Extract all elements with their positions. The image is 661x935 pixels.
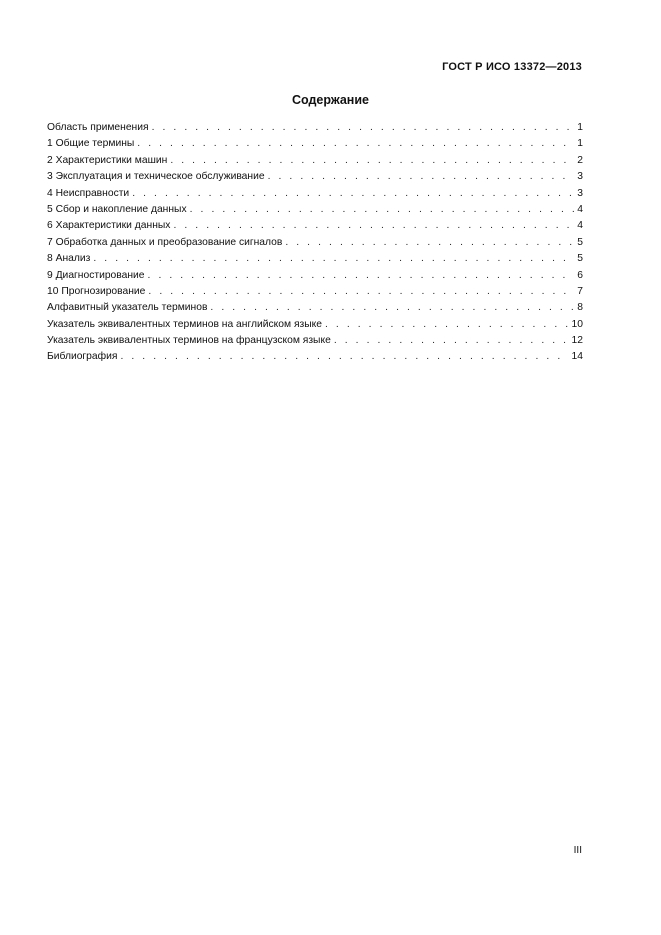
toc-entry[interactable] [47, 268, 583, 284]
toc-entry-label: 9 Диагностирование [47, 269, 145, 281]
toc-entry-label: 1 Общие термины [47, 138, 135, 150]
toc-leader-dots [190, 202, 575, 218]
toc-entry[interactable] [47, 202, 583, 218]
toc-entry-page: 2 [577, 154, 583, 166]
toc-leader-dots [285, 235, 574, 251]
toc-leader-dots [210, 300, 574, 316]
toc-entry[interactable] [47, 169, 583, 185]
toc-entry-page: 8 [577, 302, 583, 314]
toc-entry[interactable] [47, 153, 583, 169]
toc-entry-page: 7 [577, 285, 583, 297]
toc-leader-dots [173, 218, 574, 234]
toc-entry-page: 6 [577, 269, 583, 281]
toc-entry-page: 5 [577, 253, 583, 265]
toc-entry-page: 1 [577, 122, 583, 133]
toc-entry-label: 4 Неисправности [47, 187, 130, 199]
toc-entry[interactable] [47, 186, 583, 202]
toc-entry-page: 10 [571, 318, 583, 330]
toc-entry-page: 3 [577, 171, 583, 183]
toc-entry-label: Указатель эквивалентных терминов на английском языке [47, 318, 322, 330]
toc-entry-page: 14 [571, 351, 583, 363]
toc-entry-page: 4 [577, 220, 583, 232]
table-of-contents [47, 120, 583, 366]
toc-entry-label: 2 Характеристики машин [47, 154, 168, 166]
toc-leader-dots [120, 349, 568, 365]
toc-entry[interactable] [47, 333, 583, 349]
toc-entry-label: 3 Эксплуатация и техническое обслуживание [47, 171, 265, 183]
toc-leader-dots [325, 317, 569, 333]
toc-leader-dots [148, 284, 574, 300]
toc-entry[interactable] [47, 120, 583, 136]
toc-entry-label: 10 Прогнозирование [47, 285, 146, 297]
toc-entry[interactable] [47, 349, 583, 365]
toc-leader-dots [268, 169, 575, 185]
toc-entry[interactable] [47, 136, 583, 152]
toc-entry[interactable] [47, 235, 583, 251]
toc-entry-label: 8 Анализ [47, 253, 91, 265]
toc-entry-label: Алфавитный указатель терминов [47, 302, 208, 314]
toc-entry-label: 7 Обработка данных и преобразование сигналов [47, 236, 283, 248]
toc-entry-label: Область применения [47, 122, 149, 133]
toc-leader-dots [148, 268, 575, 284]
toc-entry-page: 3 [577, 187, 583, 199]
toc-entry-label: 5 Сбор и накопление данных [47, 203, 187, 215]
toc-entry-page: 4 [577, 203, 583, 215]
page-number: III [573, 845, 582, 856]
toc-entry-page: 12 [571, 335, 583, 347]
toc-entry-label: Библиография [47, 351, 118, 363]
toc-leader-dots [137, 136, 574, 152]
toc-leader-dots [93, 251, 574, 267]
toc-entry[interactable] [47, 251, 583, 267]
toc-leader-dots [152, 120, 575, 136]
toc-entry-page: 1 [577, 138, 583, 150]
page-title: Содержание [291, 93, 369, 107]
toc-entry-label: Указатель эквивалентных терминов на французском языке [47, 335, 331, 347]
toc-entry[interactable] [47, 300, 583, 316]
toc-entry-label: 6 Характеристики данных [47, 220, 171, 232]
toc-leader-dots [334, 333, 569, 349]
toc-entry-page: 5 [577, 236, 583, 248]
toc-leader-dots [170, 153, 574, 169]
document-code: ГОСТ Р ИСО 13372—2013 [442, 61, 582, 73]
toc-entry[interactable] [47, 317, 583, 333]
toc-entry[interactable] [47, 218, 583, 234]
toc-entry[interactable] [47, 284, 583, 300]
toc-leader-dots [132, 186, 574, 202]
